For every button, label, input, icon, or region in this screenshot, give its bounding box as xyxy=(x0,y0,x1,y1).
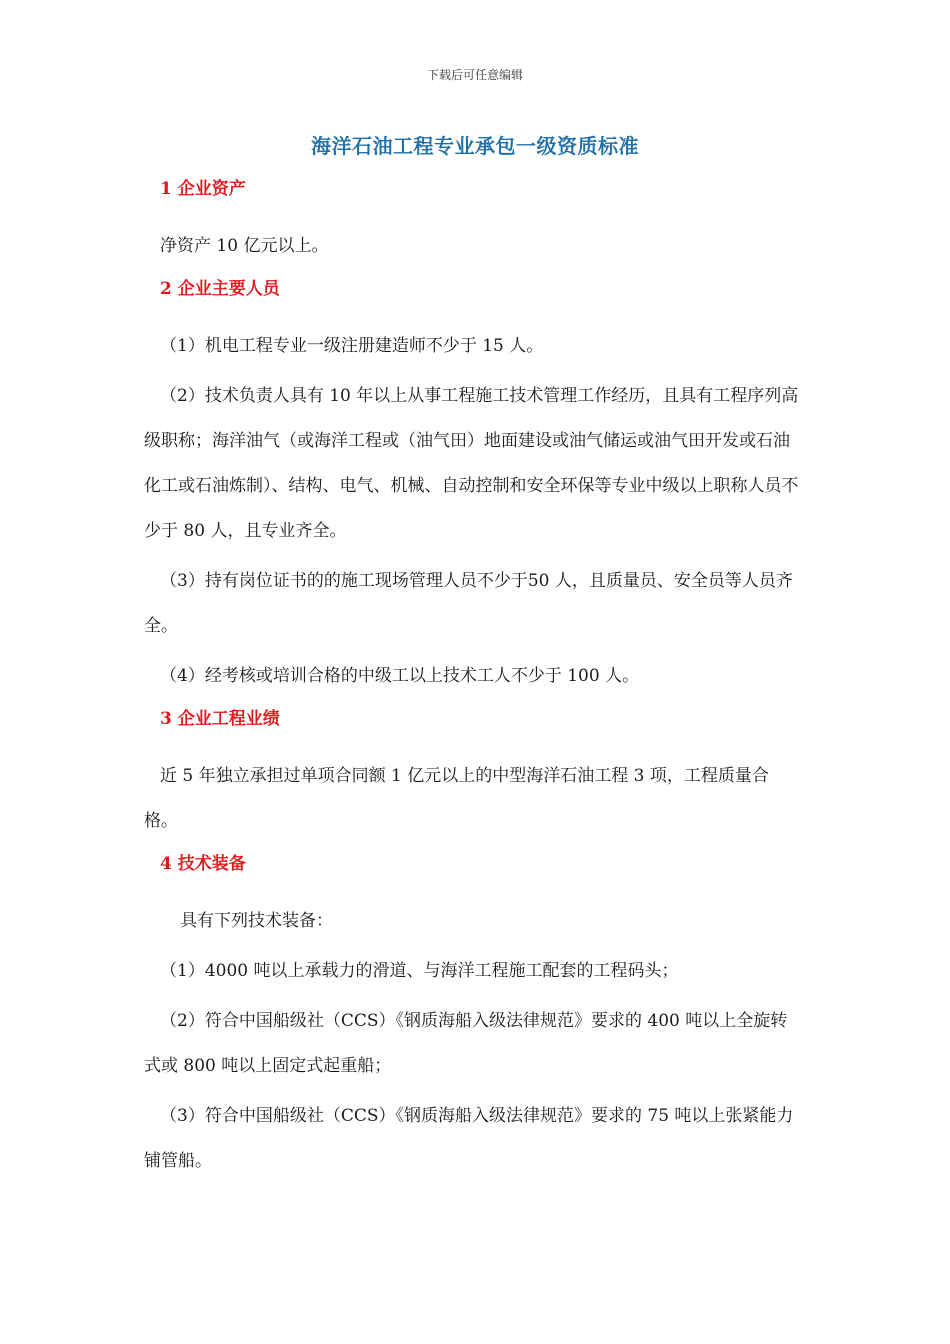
page-title: 海洋石油工程专业承包一级资质标准 xyxy=(311,134,639,158)
paragraph: （1）机电工程专业一级注册建造师不少于 15 人。 xyxy=(160,336,544,356)
section-heading: 1 企业资产 xyxy=(160,179,246,199)
paragraph: （4）经考核或培训合格的中级工以上技术工人不少于 100 人。 xyxy=(160,666,640,686)
section-technical-equipment xyxy=(144,849,799,1184)
header-note: 下载后可任意编辑 xyxy=(426,68,523,82)
paragraph: （2）符合中国船级社（CCS）《钢质海船入级法律规范》要求的 400 吨以上全旋转式或 800 吨以上固定式起重船； xyxy=(144,1011,788,1076)
section-heading: 3 企业工程业绩 xyxy=(160,709,280,729)
document-body xyxy=(144,174,799,1189)
section-enterprise-assets xyxy=(144,174,799,269)
paragraph: 近 5 年独立承担过单项合同额 1 亿元以上的中型海洋石油工程 3 项，工程质量合格。 xyxy=(144,766,769,831)
section-key-personnel xyxy=(144,274,799,699)
paragraph: （2）技术负责人具有 10 年以上从事工程施工技术管理工作经历，且具有工程序列高级职称；海洋油气（或海洋工程或（油气田）地面建设或油气储运或油气田开发或石油化工或石油炼制）、结构、电气、机械、自动控制和安全环保等专业中级以上职称人员不少于 80 人，且专业齐全。 xyxy=(144,386,799,541)
paragraph: （1）4000 吨以上承载力的滑道、与海洋工程施工配套的工程码头； xyxy=(160,961,679,981)
paragraph: （3）持有岗位证书的的施工现场管理人员不少于50 人，且质量员、安全员等人员齐全。 xyxy=(144,571,793,636)
section-heading: 4 技术装备 xyxy=(160,854,246,874)
section-heading: 2 企业主要人员 xyxy=(160,279,280,299)
paragraph: 净资产 10 亿元以上。 xyxy=(160,236,329,256)
paragraph: （3）符合中国船级社（CCS）《钢质海船入级法律规范》要求的 75 吨以上张紧能力铺管船。 xyxy=(144,1106,794,1171)
section-project-performance xyxy=(144,704,799,844)
paragraph-intro: 具有下列技术装备： xyxy=(180,911,333,931)
